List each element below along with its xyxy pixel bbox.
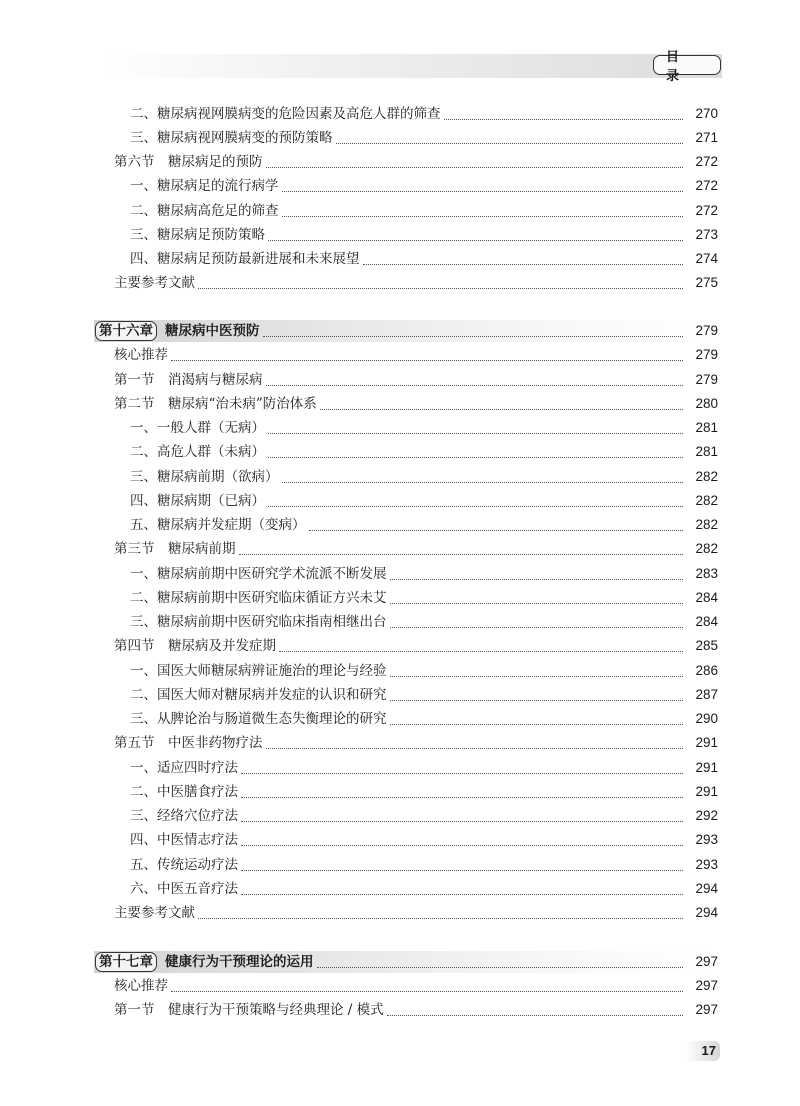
entry-title: 第三节 糖尿病前期	[114, 541, 236, 557]
dot-leader	[239, 553, 684, 555]
toc-entry-row	[0, 102, 718, 126]
toc-entry-row	[0, 853, 718, 877]
entry-page-number: 297	[695, 978, 718, 993]
toc-entry-row	[0, 707, 718, 731]
entry-title: 二、中医膳食疗法	[130, 784, 238, 800]
entry-title: 一、糖尿病前期中医研究学术流派不断发展	[130, 566, 387, 582]
entry-page-number: 272	[695, 178, 718, 193]
entry-title: 三、糖尿病前期中医研究临床指南相继出台	[130, 614, 387, 630]
toc-entry-row	[0, 465, 718, 489]
toc-entry-row	[0, 634, 718, 658]
toc-entry-row	[0, 174, 718, 198]
dot-leader	[282, 215, 684, 217]
entry-title: 第二节 糖尿病“治未病”防治体系	[114, 396, 317, 412]
entry-page-number: 272	[695, 154, 718, 169]
entry-title: 第六节 糖尿病足的预防	[114, 154, 263, 170]
entry-title: 六、中医五音疗法	[130, 881, 238, 897]
toc-entry-row	[0, 683, 718, 707]
toc-entry-row	[0, 368, 718, 392]
toc-entry-row	[0, 126, 718, 150]
entry-title: 三、糖尿病前期（欲病）	[130, 469, 279, 485]
toc-entry-row	[0, 659, 718, 683]
entry-page-number: 291	[695, 735, 718, 750]
toc-entry-row	[0, 998, 718, 1022]
entry-page-number: 294	[695, 881, 718, 896]
entry-page-number: 282	[695, 541, 718, 556]
dot-leader	[309, 529, 684, 531]
dot-leader	[171, 990, 683, 992]
toc-entry-row	[0, 513, 718, 537]
toc-entry-row	[0, 343, 718, 367]
dot-leader	[241, 844, 683, 846]
toc-entry-row	[0, 610, 718, 634]
entry-page-number: 286	[695, 663, 718, 678]
toc-entry-row	[0, 756, 718, 780]
entry-page-number: 291	[695, 760, 718, 775]
dot-leader	[266, 747, 684, 749]
entry-title: 二、糖尿病高危足的筛查	[130, 203, 279, 219]
entry-page-number: 281	[695, 444, 718, 459]
entry-title: 五、传统运动疗法	[130, 857, 238, 873]
entry-page-number: 273	[695, 227, 718, 242]
entry-page-number: 272	[695, 203, 718, 218]
dot-leader	[241, 772, 683, 774]
entry-title: 第五节 中医非药物疗法	[114, 735, 263, 751]
toc-entry-row	[0, 780, 718, 804]
entry-title: 第四节 糖尿病及并发症期	[114, 638, 276, 654]
toc-entry-row	[0, 586, 718, 610]
toc-entry-row	[0, 223, 718, 247]
dot-leader	[390, 699, 684, 701]
dot-leader	[282, 481, 684, 483]
entry-page-number: 279	[695, 347, 718, 362]
dot-leader	[266, 384, 684, 386]
chapter-number-label: 第十六章	[95, 321, 157, 341]
entry-page-number: 274	[695, 251, 718, 266]
dot-leader	[390, 626, 684, 628]
entry-page-number: 287	[695, 687, 718, 702]
entry-page-number: 294	[695, 905, 718, 920]
entry-title: 一、适应四时疗法	[130, 760, 238, 776]
toc-entry-row	[0, 877, 718, 901]
entry-page-number: 280	[695, 396, 718, 411]
toc-entry-row	[0, 828, 718, 852]
toc-entry-row	[0, 804, 718, 828]
entry-title: 核心推荐	[114, 347, 168, 363]
running-header-label: 目 录	[653, 55, 721, 75]
dot-leader	[241, 869, 683, 871]
chapter-title: 健康行为干预理论的运用	[165, 954, 314, 970]
toc-entry-row	[0, 416, 718, 440]
entry-title: 主要参考文献	[114, 275, 195, 291]
entry-title: 主要参考文献	[114, 905, 195, 921]
toc-entry-row	[0, 440, 718, 464]
page-number: 17	[701, 1043, 716, 1058]
toc-entry-row	[0, 731, 718, 755]
entry-title: 第一节 消渴病与糖尿病	[114, 372, 263, 388]
entry-page-number: 297	[695, 1002, 718, 1017]
entry-page-number: 270	[695, 106, 718, 121]
dot-leader	[279, 650, 683, 652]
entry-page-number: 285	[695, 638, 718, 653]
entry-page-number: 293	[695, 857, 718, 872]
entry-title: 第一节 健康行为干预策略与经典理论 / 模式	[114, 1002, 384, 1018]
toc-entry-row	[0, 562, 718, 586]
dot-leader	[241, 893, 683, 895]
dot-leader	[390, 675, 684, 677]
toc-entry-row	[0, 247, 718, 271]
entry-page-number: 292	[695, 808, 718, 823]
entry-title: 三、经络穴位疗法	[130, 808, 238, 824]
dot-leader	[390, 578, 684, 580]
entry-title: 五、糖尿病并发症期（变病）	[130, 517, 306, 533]
entry-title: 三、糖尿病足预防策略	[130, 227, 265, 243]
entry-page-number: 284	[695, 614, 718, 629]
toc-entry-row	[0, 392, 718, 416]
entry-title: 核心推荐	[114, 978, 168, 994]
entry-title: 三、从脾论治与肠道微生态失衡理论的研究	[130, 711, 387, 727]
toc-entry-row	[0, 150, 718, 174]
toc-entry-row	[0, 489, 718, 513]
entry-title: 四、中医情志疗法	[130, 832, 238, 848]
entry-page-number: 282	[695, 493, 718, 508]
entry-page-number: 282	[695, 517, 718, 532]
entry-title: 四、糖尿病足预防最新进展和未来展望	[130, 251, 360, 267]
dot-leader	[387, 1014, 683, 1016]
entry-page-number: 290	[695, 711, 718, 726]
toc-chapter-row	[0, 319, 718, 343]
entry-page-number: 281	[695, 420, 718, 435]
dot-leader	[268, 456, 683, 458]
entry-title: 一、国医大师糖尿病辨证施治的理论与经验	[130, 663, 387, 679]
entry-title: 二、高危人群（未病）	[130, 444, 265, 460]
dot-leader	[241, 820, 683, 822]
chapter-number-label: 第十七章	[95, 952, 157, 972]
toc-entry-row	[0, 537, 718, 561]
entry-title: 二、糖尿病前期中医研究临床循证方兴未艾	[130, 590, 387, 606]
dot-leader	[266, 166, 684, 168]
dot-leader	[198, 287, 683, 289]
entry-title: 一、一般人群（无病）	[130, 420, 265, 436]
entry-page-number: 275	[695, 275, 718, 290]
toc-entry-row	[0, 199, 718, 223]
dot-leader	[198, 917, 683, 919]
entry-page-number: 279	[695, 323, 718, 338]
dot-leader	[268, 432, 683, 434]
toc-entry-row	[0, 271, 718, 295]
dot-leader	[390, 723, 684, 725]
entry-page-number: 279	[695, 372, 718, 387]
dot-leader	[320, 408, 683, 410]
dot-leader	[268, 239, 683, 241]
toc-entry-row	[0, 901, 718, 925]
entry-page-number: 282	[695, 469, 718, 484]
entry-title: 一、糖尿病足的流行病学	[130, 178, 279, 194]
entry-page-number: 284	[695, 590, 718, 605]
entry-page-number: 283	[695, 566, 718, 581]
toc-chapter-row	[0, 950, 718, 974]
entry-page-number: 297	[695, 954, 718, 969]
dot-leader	[390, 602, 684, 604]
entry-title: 二、国医大师对糖尿病并发症的认识和研究	[130, 687, 387, 703]
entry-page-number: 293	[695, 832, 718, 847]
dot-leader	[241, 796, 683, 798]
entry-page-number: 271	[695, 130, 718, 145]
entry-title: 四、糖尿病期（已病）	[130, 493, 265, 509]
dot-leader	[268, 505, 683, 507]
dot-leader	[336, 142, 684, 144]
dot-leader	[444, 118, 684, 120]
chapter-title: 糖尿病中医预防	[165, 323, 260, 339]
dot-leader	[263, 335, 684, 337]
entry-title: 二、糖尿病视网膜病变的危险因素及高危人群的筛查	[130, 106, 441, 122]
dot-leader	[171, 359, 683, 361]
entry-page-number: 291	[695, 784, 718, 799]
toc-entry-row	[0, 974, 718, 998]
entry-title: 三、糖尿病视网膜病变的预防策略	[130, 130, 333, 146]
header-band	[100, 54, 722, 78]
dot-leader	[317, 966, 684, 968]
dot-leader	[282, 190, 684, 192]
dot-leader	[363, 263, 684, 265]
